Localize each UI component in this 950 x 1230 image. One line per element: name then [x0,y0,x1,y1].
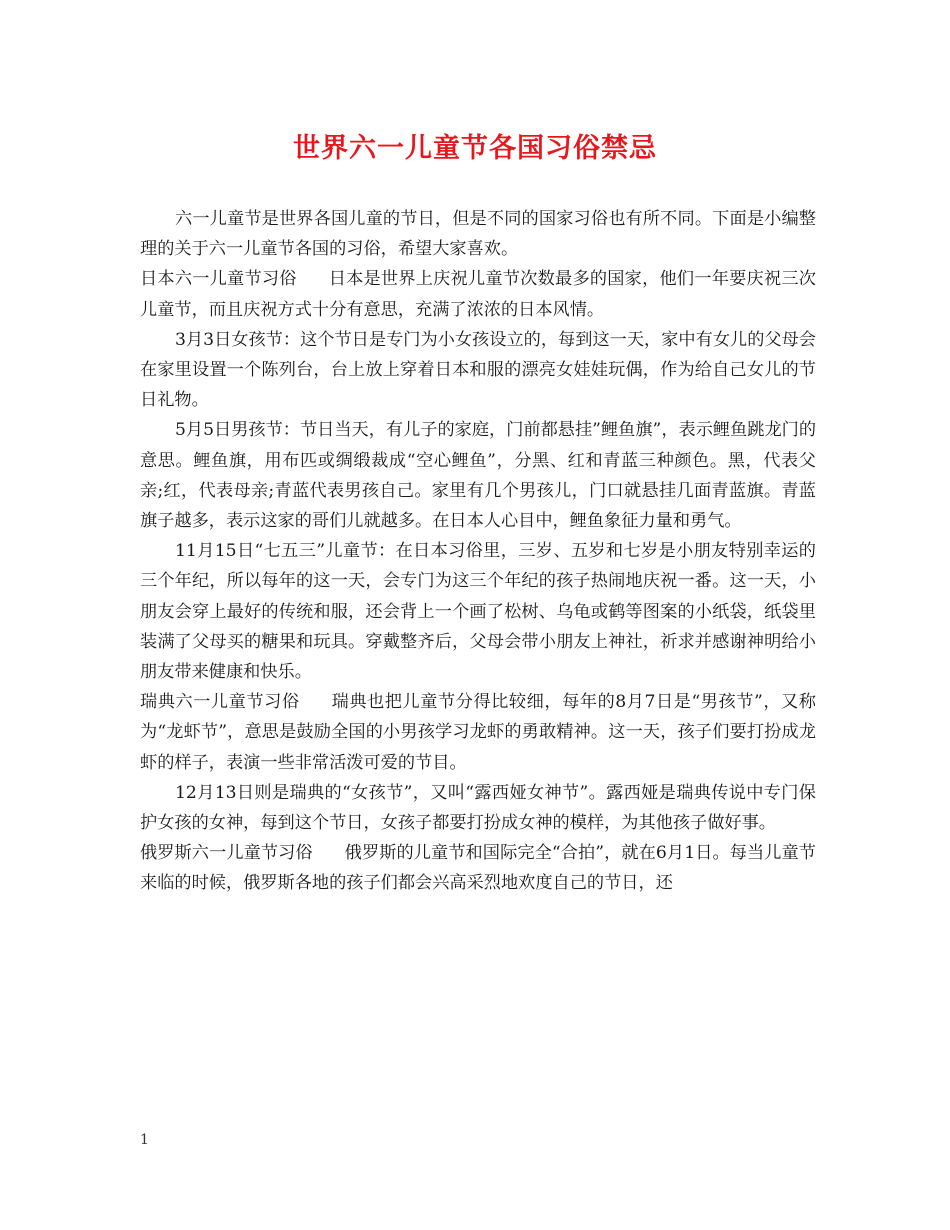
page-number: 1 [140,1132,149,1148]
section-heading-russia: 俄罗斯六一儿童节习俗 [140,843,313,864]
paragraph-text: 5月5日男孩节：节日当天，有儿子的家庭，门前都悬挂”鲤鱼旗”，表示鲤鱼跳龙门的意思。鲤鱼旗，用布匹或绸缎裁成“空心鲤鱼”，分黑、红和青蓝三种颜色。黑，代表父亲;红，代表母亲;青蓝代表男孩自己。家里有几个男孩儿，门口就悬挂几面青蓝旗。青蓝旗子越多，表示这家的哥们儿就越多。在日本人心目中，鲤鱼象征力量和勇气。 [140,420,817,532]
paragraph-russia-heading [140,838,816,898]
document-body [140,204,816,899]
paragraph-text: 3月3日女孩节：这个节日是专门为小女孩设立的，每到这一天，家中有女儿的父母会在家里设置一个陈列台，台上放上穿着日本和服的漂亮女娃娃玩偶，作为给自己女儿的节日礼物。 [140,329,816,411]
paragraph-sweden-heading [140,687,816,778]
paragraph-intro [140,204,816,264]
paragraph-shichigosan [140,536,816,687]
section-heading-japan: 日本六一儿童节习俗 [140,269,297,290]
document-title: 世界六一儿童节各国习俗禁忌 [293,133,657,164]
section-heading-sweden: 瑞典六一儿童节习俗 [140,692,300,713]
paragraph-boys-day [140,415,816,536]
paragraph-text: 12月13日则是瑞典的“女孩节”，又叫“露西娅女神节”。露西娅是瑞典传说中专门保护女孩的女神，每到这个节日，女孩子都要打扮成女神的模样，为其他孩子做好事。 [140,782,816,834]
paragraph-text: 日本是世界上庆祝儿童节次数最多的国家，他们一年要庆祝三次儿童节，而且庆祝方式十分有意思，充满了浓浓的日本风情。 [140,269,816,320]
paragraph-text: 俄罗斯的儿童节和国际完全“合拍”，就在6月1日。每当儿童节来临的时候，俄罗斯各地的孩子们都会兴高采烈地欢度自己的节日，还 [140,843,816,894]
paragraph-text: 瑞典也把儿童节分得比较细，每年的8月7日是“男孩节”，又称为“龙虾节”，意思是鼓励全国的小男孩学习龙虾的勇敢精神。这一天，孩子们要打扮成龙虾的样子，表演一些非常活泼可爱的节目。 [140,692,816,773]
paragraph-japan-heading [140,264,816,324]
paragraph-girls-day [140,325,816,416]
paragraph-text: 11月15日“七五三”儿童节：在日本习俗里，三岁、五岁和七岁是小朋友特别幸运的三个年纪，所以每年的这一天，会专门为这三个年纪的孩子热闹地庆祝一番。这一天，小朋友会穿上最好的传统和服，还会背上一个画了松树、乌龟或鹤等图案的小纸袋，纸袋里装满了父母买的糖果和玩具。穿戴整齐后，父母会带小朋友上神社，祈求并感谢神明给小朋友带来健康和快乐。 [140,541,816,683]
paragraph-lucia-day [140,778,816,838]
paragraph-text: 六一儿童节是世界各国儿童的节日，但是不同的国家习俗也有所不同。下面是小编整理的关于六一儿童节各国的习俗，希望大家喜欢。 [140,209,816,260]
